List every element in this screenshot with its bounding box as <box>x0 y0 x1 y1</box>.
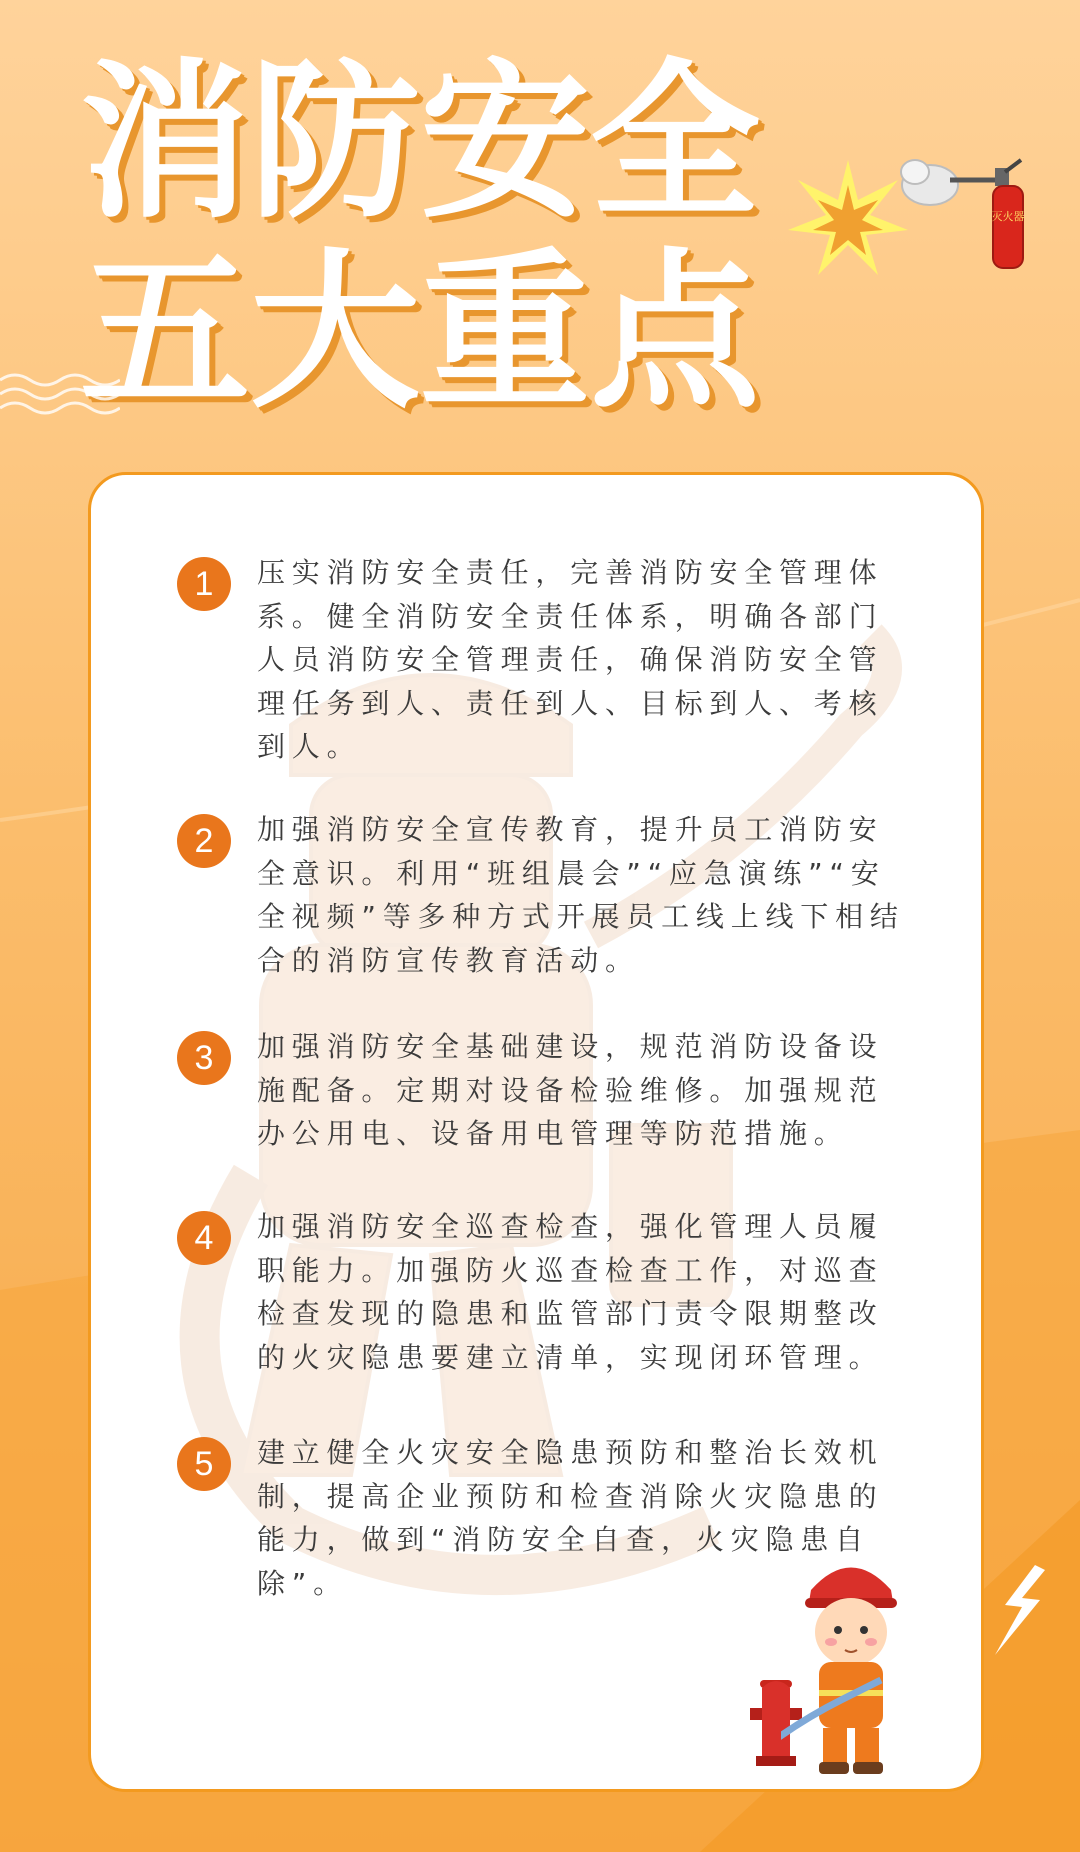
item-number-badge: 5 <box>177 1437 231 1491</box>
item-number-badge: 3 <box>177 1031 231 1085</box>
item-text: 压实消防安全责任，完善消防安全管理体系。健全消防安全责任体系，明确各部门人员消防安全管理责任，确保消防安全管理任务到人、责任到人、目标到人、考核到人。 <box>257 556 884 763</box>
extinguisher-label: 灭火器 <box>991 210 1025 223</box>
item-number-badge: 1 <box>177 557 231 611</box>
lightning-icon <box>990 1565 1050 1655</box>
title-line-2: 五大重点 <box>80 234 761 432</box>
fire-extinguisher-icon <box>895 150 1035 270</box>
content-card <box>88 472 984 1792</box>
firefighter-illustration <box>781 1550 921 1780</box>
explosion-icon <box>788 160 908 280</box>
item-text: 加强消防安全宣传教育，提升员工消防安全意识。利用“班组晨会”“应急演练”“安全视频”等多种方式开展员工线上线下相结合的消防宣传教育活动。 <box>257 813 905 977</box>
item-text: 建立健全火灾安全隐患预防和整治长效机制，提高企业预防和检查消除火灾隐患的能力，做到“消防安全自查，火灾隐患自除”。 <box>257 1436 884 1600</box>
item-text: 加强消防安全基础建设，规范消防设备设施配备。定期对设备检验维修。加强规范办公用电、设备用电管理等防范措施。 <box>257 1030 884 1150</box>
title-line-1: 消防安全 <box>80 44 761 242</box>
item-number-badge: 4 <box>177 1211 231 1265</box>
item-number-badge: 2 <box>177 814 231 868</box>
item-text: 加强消防安全巡查检查，强化管理人员履职能力。加强防火巡查检查工作，对巡查检查发现的隐患和监管部门责令限期整改的火灾隐患要建立清单，实现闭环管理。 <box>257 1210 884 1374</box>
wave-decoration <box>0 368 120 418</box>
